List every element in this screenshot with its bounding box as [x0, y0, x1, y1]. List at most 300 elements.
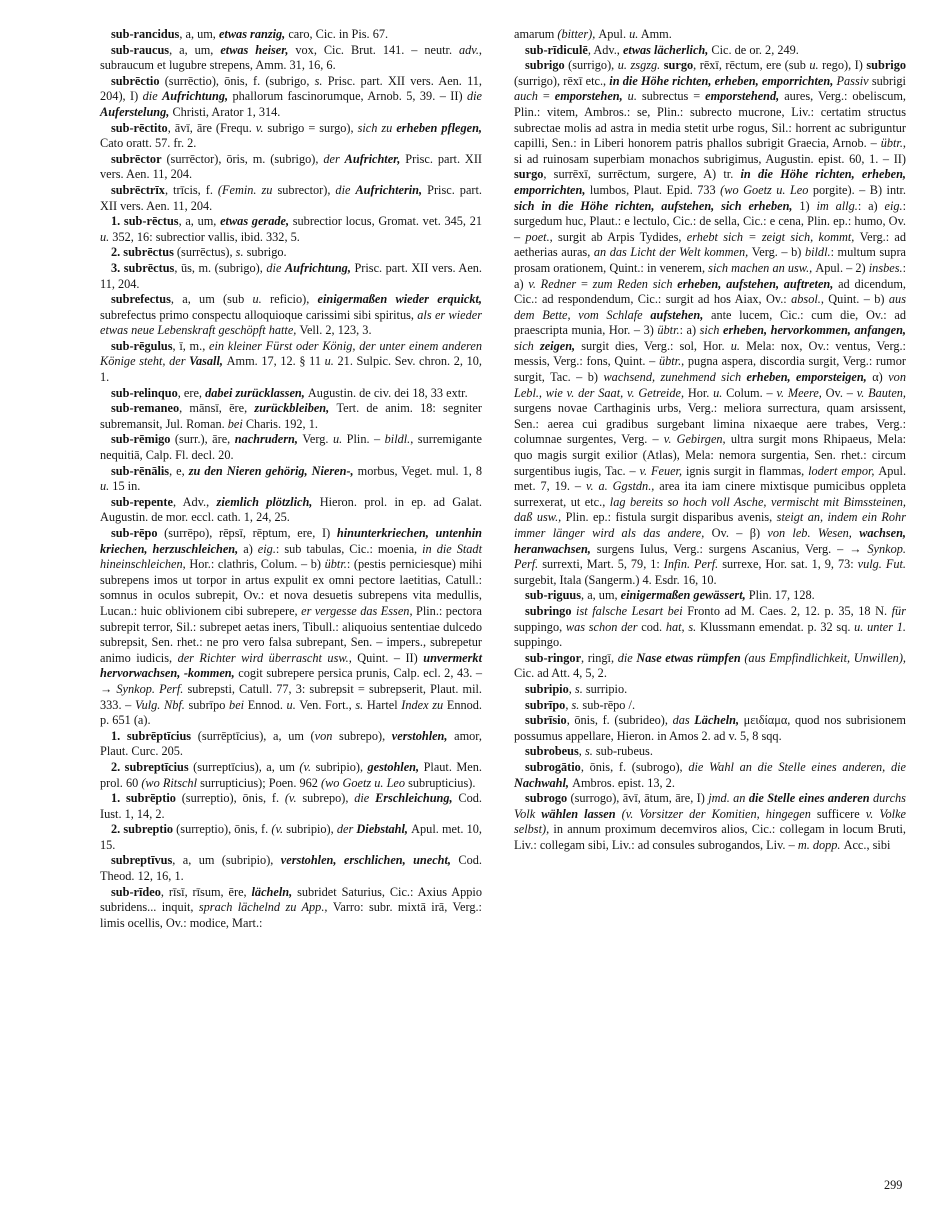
text-segment: Charis. 192, 1.: [245, 416, 318, 431]
text-segment: a): [243, 541, 258, 556]
text-segment: Ven. Fort.,: [295, 697, 356, 712]
text-segment: caro, Cic. in Pis. 67.: [288, 27, 389, 41]
text-segment: einigermaßen wieder erquickt,: [317, 292, 482, 307]
text-segment: lumbos, Plaut. Epid. 733: [589, 182, 721, 197]
text-segment: 1. subrēptio: [111, 791, 176, 806]
text-segment: morbus, Veget. mul. 1, 8: [357, 463, 482, 478]
text-segment: , rīsī, rīsum, ēre,: [160, 884, 252, 899]
text-segment: Christi, Arator 1, 314.: [172, 104, 281, 119]
text-segment: eig.: [257, 541, 276, 556]
text-segment: bildl.: [384, 432, 411, 447]
dictionary-entry: [514, 651, 906, 682]
text-segment: cod.: [641, 619, 666, 634]
text-segment: s.: [584, 744, 593, 759]
text-segment: reficio),: [261, 292, 318, 307]
dictionary-entry: [100, 760, 482, 791]
text-segment: in die Höhe richten, erheben, emporrichten,: [514, 167, 906, 197]
text-segment: , Quint. – b): [820, 292, 889, 307]
text-segment: zurückbleiben,: [254, 401, 337, 416]
text-segment: 2. subreptio: [111, 822, 174, 837]
text-segment: Prisc. part. XII vers. Aen. 11, 204.: [100, 151, 483, 182]
text-segment: erheben, emporsteigen,: [746, 370, 873, 385]
text-segment: porgite). – B) intr.: [812, 182, 906, 197]
text-segment: von leb. Wesen,: [767, 526, 860, 540]
text-segment: poet.,: [525, 229, 559, 244]
text-segment: subrogo: [525, 791, 568, 806]
text-segment: Verg. – b): [751, 245, 805, 260]
dictionary-entry: [514, 713, 906, 744]
text-segment: subrector),: [277, 182, 336, 197]
text-segment: in annum proximum decemviros alios, Cic.: collegam in locum Bruti, Liv.: collegam sibi, Liv.: ad consules subrogandos, Liv. –: [514, 822, 906, 852]
text-segment: Cod. Theod. 12, 16, 1.: [100, 853, 482, 884]
text-segment: 1. subrēptīcius: [111, 728, 192, 743]
text-segment: Auferstelung,: [100, 104, 173, 119]
text-segment: u.: [252, 292, 262, 307]
text-segment: subringo: [525, 603, 572, 618]
text-segment: subrēctrīx: [111, 182, 165, 197]
dictionary-entry: [514, 27, 906, 43]
text-segment: im allg.: [816, 198, 858, 213]
text-segment: (v.: [299, 759, 312, 774]
text-segment: (surrigo),: [564, 58, 618, 73]
text-segment: er vergesse das Essen,: [301, 603, 416, 618]
text-segment: u. unter 1.: [854, 619, 906, 634]
text-segment: s.: [574, 681, 583, 696]
text-segment: , ere,: [177, 385, 206, 400]
text-segment: surripio.: [582, 681, 628, 696]
text-segment: v. a. Ggstdn.,: [585, 479, 660, 494]
text-segment: 1. sub-rēctus: [111, 214, 179, 229]
text-segment: s.: [571, 697, 580, 712]
text-segment: der: [323, 151, 345, 166]
text-segment: etwas ranzig,: [218, 27, 289, 41]
text-segment: sich in die Höhe richten, aufstehen, sich erheben,: [514, 198, 800, 213]
text-segment: subrīsio: [525, 713, 567, 728]
text-segment: ultra surgit mons Rhipaeus, Mela: quo magis surgit exilior (Atlas), Mela: nemora surgentia, Sen. rhet.: circum surgentibus iugis, Tac. –: [514, 432, 906, 478]
text-segment: , ōnis, f. (subrogo),: [580, 759, 689, 774]
text-segment: sub-ringor: [525, 650, 582, 665]
text-segment: absol.: [791, 292, 821, 307]
text-segment: u.: [100, 479, 110, 494]
text-segment: sub-rēctito: [111, 120, 168, 135]
text-segment: Ennod. p. 651 (a).: [100, 697, 482, 728]
text-segment: ziemlich plötzlich,: [216, 494, 320, 509]
text-segment: emporstehen,: [554, 89, 628, 104]
dictionary-entry: [100, 853, 482, 884]
text-segment: 2. subreptīcius: [111, 759, 189, 774]
text-segment: ist falsche Lesart bei: [576, 603, 688, 618]
text-segment: Fronto ad M. Caes. 2, 12. p. 35, 18 N.: [687, 603, 892, 618]
text-segment: steigt an, indem ein Rohr immer länger wird als das andere,: [514, 510, 906, 540]
text-segment: v. Redner: [528, 276, 581, 291]
text-segment: subrigi: [871, 73, 906, 88]
text-segment: μειδίαμα, quod nos subrisionem possumus appellare, Hieron. in Amos 2. ad v. 5, 8 sqq.: [514, 713, 906, 743]
text-segment: subrēctio: [111, 73, 160, 88]
text-segment: die Stelle eines anderen: [748, 791, 873, 806]
text-segment: surgens novae Carthaginis urbs, Verg.: meliora surrectura, quam arsissent, Sen.: aerea cui gradibus surgebant limina nixaeque aere trabes, Verg.: columnae surgentes, Verg. –: [514, 401, 906, 447]
text-segment: 21. Sulpic. Sev. chron. 2, 10, 1.: [100, 354, 483, 385]
text-segment: übtr.: [880, 136, 903, 151]
text-segment: übtr.: [657, 323, 680, 338]
text-segment: , ī, m.,: [172, 338, 210, 353]
text-segment: Ov. – β): [711, 526, 768, 540]
text-segment: Apul. – 2): [815, 260, 869, 275]
dictionary-entry: [100, 245, 482, 261]
text-segment: vulg. Fut.: [857, 557, 906, 572]
text-segment: u.: [629, 27, 639, 41]
text-segment: die Wahl an die Stelle eines anderen, die: [688, 759, 906, 774]
text-segment: s.: [235, 245, 244, 260]
text-segment: subrīpo: [188, 697, 230, 712]
text-segment: Plin.: pectora subrepit terror, Sil.: subrepet aetas iners, Tibull.: aliquoius sententiae dulcedo subrepsit, Sen. rhet.: ne pro vero falsa subrepant, Sen. – impers., subrepetur animo iudicis,: [100, 603, 482, 665]
dictionary-entry: [100, 121, 482, 152]
text-segment: , a, um,: [581, 588, 621, 603]
dictionary-entry: [100, 292, 482, 339]
text-segment: Cic. de or. 2, 249.: [711, 42, 799, 57]
text-segment: , a, um,: [178, 214, 221, 229]
text-segment: sich machen an usw.,: [708, 260, 816, 275]
text-segment: surgo: [514, 167, 544, 182]
text-segment: Aufrichtung,: [162, 89, 233, 104]
text-segment: v. Meere,: [776, 385, 826, 400]
text-segment: , ringī,: [581, 650, 618, 665]
text-segment: subrepo),: [332, 728, 392, 743]
text-segment: , trīcis, f.: [164, 182, 218, 197]
text-segment: sub-rēpo: [111, 526, 158, 540]
text-segment: gestohlen,: [367, 759, 424, 774]
text-segment: subrupticius).: [408, 775, 476, 790]
text-segment: unvermerkt hervorwachsen, -kommen,: [100, 650, 482, 681]
text-segment: (bitter),: [557, 27, 599, 41]
text-segment: sub-rēpo /.: [579, 697, 636, 712]
dictionary-entry: [100, 432, 482, 463]
text-segment: u. zsgzg.: [617, 58, 664, 73]
text-segment: Plin. ep.: fistula surgit disparibus avenis,: [565, 510, 777, 525]
text-segment: (surrēptīcius), a, um (: [191, 728, 315, 743]
text-segment: Prisc. part. XII vers. Aen. 11, 204), I): [100, 73, 482, 104]
text-segment: übtr.: [324, 557, 347, 572]
text-segment: v.: [255, 120, 264, 135]
text-segment: Apul.: [598, 27, 630, 41]
text-segment: subrogātio: [525, 759, 581, 774]
text-segment: 3. subrēctus: [111, 260, 175, 275]
text-segment: 15 in.: [109, 479, 141, 494]
text-segment: lag bereits so hoch voll Asche, vermischt mit Bimssteinen, daß usw.,: [514, 494, 906, 525]
text-segment: , si ad ruinosam superbiam monachos subrigimus, Augustin. epist. 60, 1. – II): [514, 136, 906, 166]
left-column: [100, 27, 482, 931]
text-segment: sich: [699, 323, 723, 338]
text-segment: v. Feuer,: [639, 463, 686, 478]
dictionary-entry: [100, 495, 482, 526]
text-segment: zeigen,: [539, 338, 582, 353]
text-segment: die: [142, 89, 163, 104]
text-segment: erheben, hervorkommen, anfangen,: [723, 323, 907, 338]
text-segment: Klussmann emendat. p. 32 sq.: [699, 619, 855, 634]
dictionary-entry: [100, 74, 482, 121]
text-segment: amarum: [514, 27, 558, 41]
dictionary-entry: [100, 791, 482, 822]
text-segment: bildl.: [804, 245, 831, 260]
text-segment: emporstehend,: [705, 89, 785, 104]
text-segment: sub-rancidus: [111, 27, 180, 41]
text-segment: ante lucem, Cic.: cum die, Ov.: ad praescripta munia, Hor. – 3): [514, 307, 906, 338]
text-segment: (v.: [284, 791, 297, 806]
text-segment: (wo Goetz u. Leo: [321, 775, 409, 790]
text-segment: v. Volke selbst),: [514, 806, 906, 837]
text-segment: Aufrichter,: [344, 151, 406, 166]
text-segment: Ov. –: [825, 385, 857, 400]
dictionary-entry: [514, 791, 906, 853]
text-segment: : a): [514, 260, 906, 291]
text-segment: Apul. met. 10, 15.: [100, 822, 482, 852]
dictionary-entry: [100, 822, 482, 853]
text-segment: (surr.), āre,: [170, 432, 235, 447]
text-segment: u.: [324, 354, 334, 369]
text-segment: (surrigo), rēxī etc.,: [514, 73, 610, 88]
text-segment: (Femin. zu: [217, 182, 278, 197]
text-segment: suppingo,: [514, 619, 566, 634]
text-segment: Plin. 17, 128.: [748, 588, 815, 603]
text-segment: surrupticius); Poen. 962: [200, 775, 321, 790]
text-segment: : a): [857, 198, 885, 213]
text-segment: Amm. 17, 12. § 11: [226, 354, 325, 369]
text-segment: Cic. ad Att. 4, 5, 2.: [514, 666, 607, 681]
text-segment: (aus Empfindlichkeit, Unwillen),: [744, 650, 906, 665]
text-segment: , rēxī, rēctum, ere (sub: [693, 58, 810, 73]
text-segment: =: [542, 89, 555, 104]
text-segment: Verg.: ad aetherias auras,: [514, 229, 906, 260]
dictionary-entry: [100, 214, 482, 245]
text-segment: (wo Ritschl: [141, 775, 201, 790]
text-segment: Hor.: clathris, Colum. – b): [189, 557, 325, 572]
text-segment: Vasall,: [189, 354, 227, 369]
text-segment: was schon der: [565, 619, 642, 634]
text-segment: hat, s.: [665, 619, 700, 634]
text-segment: Amm.: [638, 27, 672, 41]
text-segment: subripio: [525, 681, 569, 696]
text-segment: Nase etwas rümpfen: [636, 650, 745, 665]
text-segment: das: [672, 713, 695, 728]
text-segment: sub-relinquo: [111, 385, 178, 400]
text-segment: die: [354, 791, 376, 806]
text-segment: subrectus =: [636, 89, 706, 104]
text-segment: u.: [809, 58, 819, 73]
dictionary-entry: [514, 698, 906, 714]
text-segment: 1): [799, 198, 817, 213]
text-segment: (surrēctor), ōris, m. (subrigo),: [161, 151, 324, 166]
text-segment: wachsend, zunehmend sich: [603, 370, 747, 385]
text-segment: , surrēxī, surrēctum, surgere, A) tr.: [543, 167, 741, 182]
text-segment: sich: [514, 338, 540, 353]
text-segment: , ōnis, f. (subrideo),: [566, 713, 673, 728]
text-segment: Erschleichung,: [375, 791, 459, 806]
text-segment: , e,: [169, 463, 189, 478]
text-segment: von Lebl., wie v. der Saat, v. Getreide,: [514, 370, 906, 400]
text-segment: (surrogo), āvī, ātum, āre, I): [567, 791, 709, 806]
text-segment: Index zu: [401, 697, 447, 712]
text-segment: suppingo.: [514, 635, 563, 650]
text-segment: surgens Iulus, Verg.: surgens Ascanius, Verg. – →: [596, 541, 868, 556]
text-segment: sufficere: [816, 806, 866, 821]
text-segment: s.: [314, 73, 323, 88]
dictionary-entry: [514, 43, 906, 59]
text-segment: u.: [286, 697, 296, 712]
text-segment: s.: [355, 697, 364, 712]
text-segment: Ambros. epist. 13, 2.: [572, 775, 675, 790]
text-segment: v. Bauten,: [856, 385, 906, 400]
dictionary-entry: [100, 261, 482, 292]
text-segment: m. dopp.: [797, 837, 844, 852]
text-segment: sub-remaneo: [111, 401, 180, 416]
text-segment: phallorum fascinorumque, Arnob. 5, 39. – II): [232, 89, 467, 104]
text-segment: Prisc. part. XII vers. Aen. 11, 204.: [100, 260, 482, 291]
text-segment: erhebt sich = zeigt sich, kommt,: [686, 229, 860, 244]
text-segment: sub-riguus: [525, 588, 582, 603]
text-segment: Apul. met. 7, 19. –: [514, 463, 907, 494]
text-segment: sprach lächelnd zu App.,: [198, 900, 333, 915]
text-segment: , Adv.,: [172, 494, 217, 509]
dictionary-entry: [100, 27, 482, 43]
text-segment: : surgedum huc, Plaut.: e lectulo, Cic.: de sella, Cic.: e cena, Plin. ep.: humo, Ov. –: [514, 198, 907, 244]
text-segment: auch: [514, 89, 543, 104]
dictionary-entry: [514, 588, 906, 604]
text-segment: die: [335, 182, 356, 197]
text-segment: Passiv: [836, 73, 872, 88]
text-segment: (v. Vorsitzer der Komitien, hingegen: [621, 806, 817, 821]
text-segment: Vell. 2, 123, 3.: [299, 323, 372, 338]
text-segment: (surreptīcius), a, um: [188, 759, 300, 774]
text-segment: zum Reden sich: [592, 276, 678, 291]
text-segment: (surrēpo), rēpsī, rēptum, ere, I): [157, 526, 337, 540]
text-segment: subrigo = surgo),: [263, 120, 358, 135]
dictionary-entry: [100, 401, 482, 432]
text-segment: ,: [568, 681, 575, 696]
text-segment: ,: [565, 697, 572, 712]
dictionary-entry: [100, 183, 482, 214]
text-segment: sub-rēgulus: [111, 338, 173, 353]
dictionary-entry: [100, 464, 482, 495]
text-segment: cogit subrepere persica prunis, Calp. ecl. 2, 43. – →: [100, 666, 482, 696]
text-segment: Lächeln,: [694, 713, 744, 728]
text-segment: : multum supra prosam orationem, Quint.: in venerem,: [514, 245, 907, 275]
text-segment: aufstehen,: [650, 307, 711, 322]
text-segment: rego), I): [818, 58, 867, 73]
text-segment: dabei zurücklassen,: [205, 385, 308, 400]
text-segment: einigermaßen gewässert,: [620, 588, 749, 603]
text-segment: subrepsti, Catull. 77, 3: subrepsit = subrepserit, Plaut. mil. 333. –: [100, 681, 482, 712]
text-segment: , āvī, āre (Frequ.: [167, 120, 256, 135]
text-segment: etwas gerade,: [220, 214, 293, 229]
text-segment: Colum. –: [722, 385, 777, 400]
text-segment: als er wieder etwas neue Lebenskraft geschöpft hatte,: [100, 307, 482, 338]
text-segment: surgebit, Itala (Sangerm.) 4. Esdr. 16, 10.: [514, 572, 717, 587]
text-segment: verstohlen, erschlichen, unecht,: [280, 853, 459, 868]
dictionary-entry: [514, 604, 906, 651]
text-segment: subripio),: [283, 822, 337, 837]
text-segment: Hieron. prol. in ep. ad Galat. Augustin. de mor. eccl. cath. 1, 24, 25.: [100, 494, 483, 525]
text-segment: area ita iam cinere mixtisque pumicibus oppleta surrexerat, ut etc.,: [514, 479, 906, 509]
text-segment: sich zu: [357, 120, 397, 135]
text-segment: die: [466, 89, 482, 104]
text-segment: , Adv.,: [587, 42, 623, 57]
text-segment: 352, 16: subrectior vallis, ibid. 332, 5.: [109, 229, 300, 244]
text-segment: subrectior locus, Gromat. vet. 345, 21: [292, 214, 482, 229]
text-segment: Tert. de anim. 18: segniter subremansit, Jul. Roman.: [100, 401, 482, 431]
text-segment: für: [891, 603, 906, 618]
text-segment: ignis surgit in flammas,: [685, 463, 809, 478]
text-segment: subrefectus: [111, 292, 171, 307]
text-segment: subrēctor: [111, 151, 162, 166]
text-segment: eig.: [884, 198, 903, 213]
text-segment: übtr.: [658, 354, 682, 369]
text-segment: an das Licht der Welt kommen,: [593, 245, 752, 260]
text-segment: ad dicendum, Cic.: ad respondendum, Cic.: surgit ad hos Aiax, Ov.:: [514, 276, 907, 307]
dictionary-entry: [100, 885, 482, 932]
text-segment: in die Höhe richten, erheben, emporrichten,: [609, 73, 837, 88]
text-segment: Mela: nox, Ov.: ventus, Verg.: messis, Verg.: fons, Quint. –: [514, 338, 906, 369]
text-segment: sub-rubeus.: [592, 744, 653, 759]
text-segment: , a, um (sub: [170, 292, 253, 307]
text-segment: Plin. –: [342, 432, 385, 447]
text-segment: sub-rīdiculē: [525, 42, 588, 57]
text-segment: Ennod.: [247, 697, 287, 712]
text-segment: amor, Plaut. Curc. 205.: [100, 728, 482, 759]
text-segment: surrexe, Hor. sat. 1, 9, 73:: [722, 557, 858, 572]
text-segment: u.: [100, 229, 110, 244]
text-segment: Diebstahl,: [356, 822, 412, 837]
text-segment: subrobeus: [525, 744, 579, 759]
text-segment: (surrēctio), ōnis, f. (subrigo,: [159, 73, 315, 88]
text-segment: Verg.: [302, 432, 333, 447]
text-segment: Infin. Perf.: [663, 557, 723, 572]
text-segment: hinunterkriechen, untenhin kriechen, herzuschleichen,: [100, 526, 483, 556]
text-segment: subrigo.: [243, 245, 287, 260]
text-segment: u.: [627, 89, 637, 104]
text-segment: etwas lächerlich,: [622, 42, 712, 57]
text-segment: der: [336, 822, 357, 837]
text-segment: Augustin. de civ. dei 18, 33 extr.: [307, 385, 468, 400]
text-segment: , a, um,: [169, 42, 221, 57]
text-segment: subrigo: [866, 58, 906, 73]
dictionary-entry: [100, 43, 482, 74]
text-segment: lodert empor,: [808, 463, 879, 478]
dictionary-entry: [514, 682, 906, 698]
text-segment: sub-repente: [111, 494, 173, 509]
text-segment: subrigo: [525, 58, 565, 73]
dictionary-entry: [514, 744, 906, 760]
text-segment: surgit ab Arpis Tydides,: [558, 229, 687, 244]
text-segment: Hartel: [363, 697, 402, 712]
right-column: [514, 27, 906, 853]
text-segment: bei: [227, 416, 246, 431]
text-segment: , pugna aspera, discordia surgit, Verg.: rumor surgit, Tac. – b): [514, 354, 906, 385]
text-segment: u.: [730, 338, 740, 353]
text-segment: Vulg. Nbf.: [134, 697, 189, 712]
text-segment: α): [872, 370, 889, 385]
text-segment: zu den Nieren gehörig, Nieren-,: [188, 463, 358, 478]
page-number: 299: [884, 1178, 903, 1192]
text-segment: , subraucum et lugubre strepens, Amm. 31, 16, 6.: [100, 42, 482, 73]
text-segment: Cato oratt. 57. fr. 2.: [100, 136, 197, 151]
text-segment: etwas heiser,: [220, 42, 296, 57]
text-segment: , surremigante nequitiā, Calp. Fl. decl. 20.: [100, 432, 482, 463]
dictionary-entry: [514, 760, 906, 791]
text-segment: : (pestis perniciesque) mihi subrepens imos ut torpor in artus expulit ex omni pectore laetitias, Catull.: somnus in oculos subrepit, Ov.: et nova desuetis subrepens vita medullis, Lucan.: huic oblivionem cibi subrepere,: [100, 557, 482, 618]
text-segment: Quint. – II): [357, 650, 424, 665]
text-segment: die: [266, 260, 285, 275]
text-segment: sub-rēnālis: [111, 463, 170, 478]
text-segment: wachsen, heranwachsen,: [514, 526, 906, 556]
